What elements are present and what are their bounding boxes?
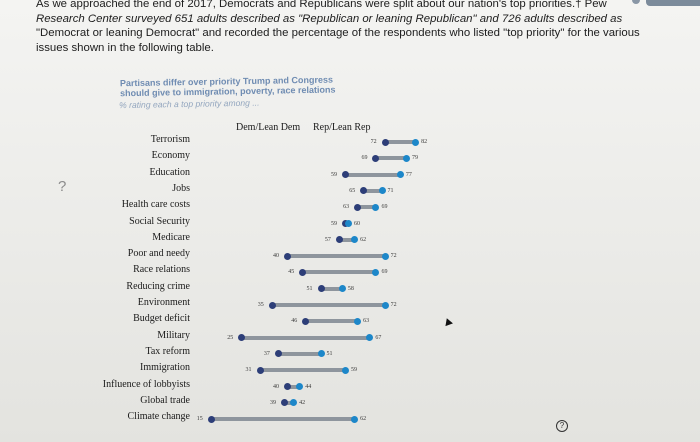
row-label: Budget deficit (133, 313, 190, 325)
dem-value-label: 45 (288, 269, 295, 276)
dem-value-label: 35 (257, 302, 264, 308)
dem-dot (318, 285, 325, 292)
rep-value-label: 63 (363, 318, 370, 325)
intro-line-2: Research Center surveyed 651 adults described as "Republican or leaning Republican" and 726 adults described as (36, 12, 623, 25)
rep-value-label: 71 (387, 187, 394, 194)
row-label: Tax reform (145, 345, 190, 357)
rep-dot (318, 350, 325, 357)
dem-value-label: 25 (227, 334, 234, 341)
rep-dot (397, 171, 404, 178)
rep-value-label: 69 (381, 269, 388, 276)
dem-dot (382, 139, 389, 146)
range-bar (278, 352, 321, 356)
dem-value-label: 63 (343, 204, 350, 211)
rep-dot (382, 253, 389, 260)
rep-value-label: 51 (326, 350, 333, 357)
row-label: Military (157, 329, 190, 341)
help-icon[interactable]: ? (556, 420, 568, 432)
dem-value-label: 59 (330, 220, 337, 227)
dem-value-label: 57 (324, 236, 331, 243)
rep-value-label: 59 (350, 367, 357, 374)
dem-dot (257, 367, 264, 374)
range-bar (385, 140, 416, 144)
rep-value-label: 62 (360, 236, 367, 243)
rep-dot (382, 302, 389, 309)
figure-title-line-2: should give to immigration, poverty, race relations (120, 84, 336, 99)
row-label: Health care costs (121, 199, 190, 211)
rep-dot (342, 367, 349, 374)
rep-value-label: 72 (390, 302, 397, 308)
dem-dot (269, 302, 276, 309)
row-label: Education (149, 166, 190, 178)
rep-dot (345, 220, 352, 227)
dem-dot (275, 350, 282, 357)
rep-value-label: 77 (405, 171, 412, 178)
dem-value-label: 31 (245, 367, 252, 374)
rep-dot (290, 399, 297, 406)
range-bar (287, 254, 385, 258)
rep-dot (372, 204, 379, 211)
dem-value-label: 37 (263, 350, 270, 357)
row-label: Immigration (140, 362, 190, 374)
rep-value-label: 62 (360, 416, 367, 423)
dem-value-label: 69 (361, 155, 368, 162)
dem-dot (360, 187, 367, 194)
intro-line-3: "Democrat or leaning Democrat" and recorded the percentage of the respondents who listed "top priority" for the various (36, 27, 640, 40)
row-label: Climate change (127, 411, 190, 423)
row-label: Medicare (152, 231, 190, 243)
rep-value-label: 42 (299, 399, 306, 406)
rep-dot (372, 269, 379, 276)
dem-value-label: 40 (273, 253, 279, 260)
rep-dot (403, 155, 410, 162)
dem-dot (281, 399, 288, 406)
range-bar (345, 173, 400, 177)
dem-dot (299, 269, 306, 276)
dem-dot (208, 416, 215, 423)
figure-subtitle: % rating each a top priority among ... (118, 97, 260, 111)
dem-dot (284, 383, 291, 390)
row-label: Race relations (133, 264, 190, 276)
row-label: Social Security (129, 215, 190, 227)
range-bar (302, 270, 375, 274)
row-label: Reducing crime (126, 280, 190, 292)
row-label: Influence of lobbyists (102, 378, 190, 390)
row-label: Jobs (172, 182, 190, 194)
row-label: Global trade (140, 394, 190, 406)
range-bar (272, 303, 385, 307)
rep-value-label: 67 (375, 334, 382, 341)
intro-line-4: issues shown in the following table. (36, 41, 214, 54)
dem-value-label: 39 (269, 399, 276, 406)
rep-value-label: 72 (390, 253, 397, 260)
range-bar (260, 368, 345, 372)
range-bar (211, 417, 354, 421)
dem-dot (302, 318, 309, 325)
dem-value-label: 46 (291, 318, 298, 325)
rep-value-label: 82 (421, 139, 428, 145)
dem-dot (284, 253, 291, 260)
row-label: Economy (151, 150, 190, 162)
figure-title-line-1: Partisans differ over priority Trump and Congress (119, 74, 334, 89)
rep-value-label: 79 (411, 155, 418, 162)
rep-dot (379, 187, 386, 194)
rep-value-label: 60 (354, 220, 360, 227)
rep-value-label: 69 (381, 204, 388, 211)
range-bar (241, 336, 369, 340)
rep-value-label: 44 (305, 383, 312, 390)
column-header-dem: Dem/Lean Dem (236, 122, 301, 133)
dem-value-label: 51 (306, 285, 313, 292)
rep-dot (412, 139, 419, 146)
range-bar (305, 319, 357, 323)
column-header-rep: Rep/Lean Rep (313, 122, 371, 133)
range-bar (375, 156, 406, 160)
dem-dot (238, 334, 245, 341)
dem-value-label: 15 (196, 416, 203, 423)
dem-value-label: 40 (273, 383, 279, 390)
rep-value-label: 58 (347, 285, 354, 292)
dem-dot (342, 171, 349, 178)
rep-dot (351, 416, 358, 423)
pencil-mark: ? (58, 178, 67, 195)
dem-value-label: 59 (330, 171, 337, 178)
dem-value-label: 72 (370, 139, 377, 145)
row-label: Environment (137, 297, 190, 308)
rep-dot (339, 285, 346, 292)
dem-dot (372, 155, 379, 162)
row-label: Poor and needy (127, 248, 190, 260)
rep-dot (366, 334, 373, 341)
dem-dot (336, 236, 343, 243)
dem-dot (354, 204, 361, 211)
dem-value-label: 65 (349, 187, 356, 194)
rep-dot (354, 318, 361, 325)
row-label: Terrorism (150, 134, 190, 145)
rep-dot (296, 383, 303, 390)
rep-dot (351, 236, 358, 243)
intro-line-1: As we approached the end of 2017, Democrats and Republicans were split about our nation's top priorities.† Pew (36, 0, 607, 10)
